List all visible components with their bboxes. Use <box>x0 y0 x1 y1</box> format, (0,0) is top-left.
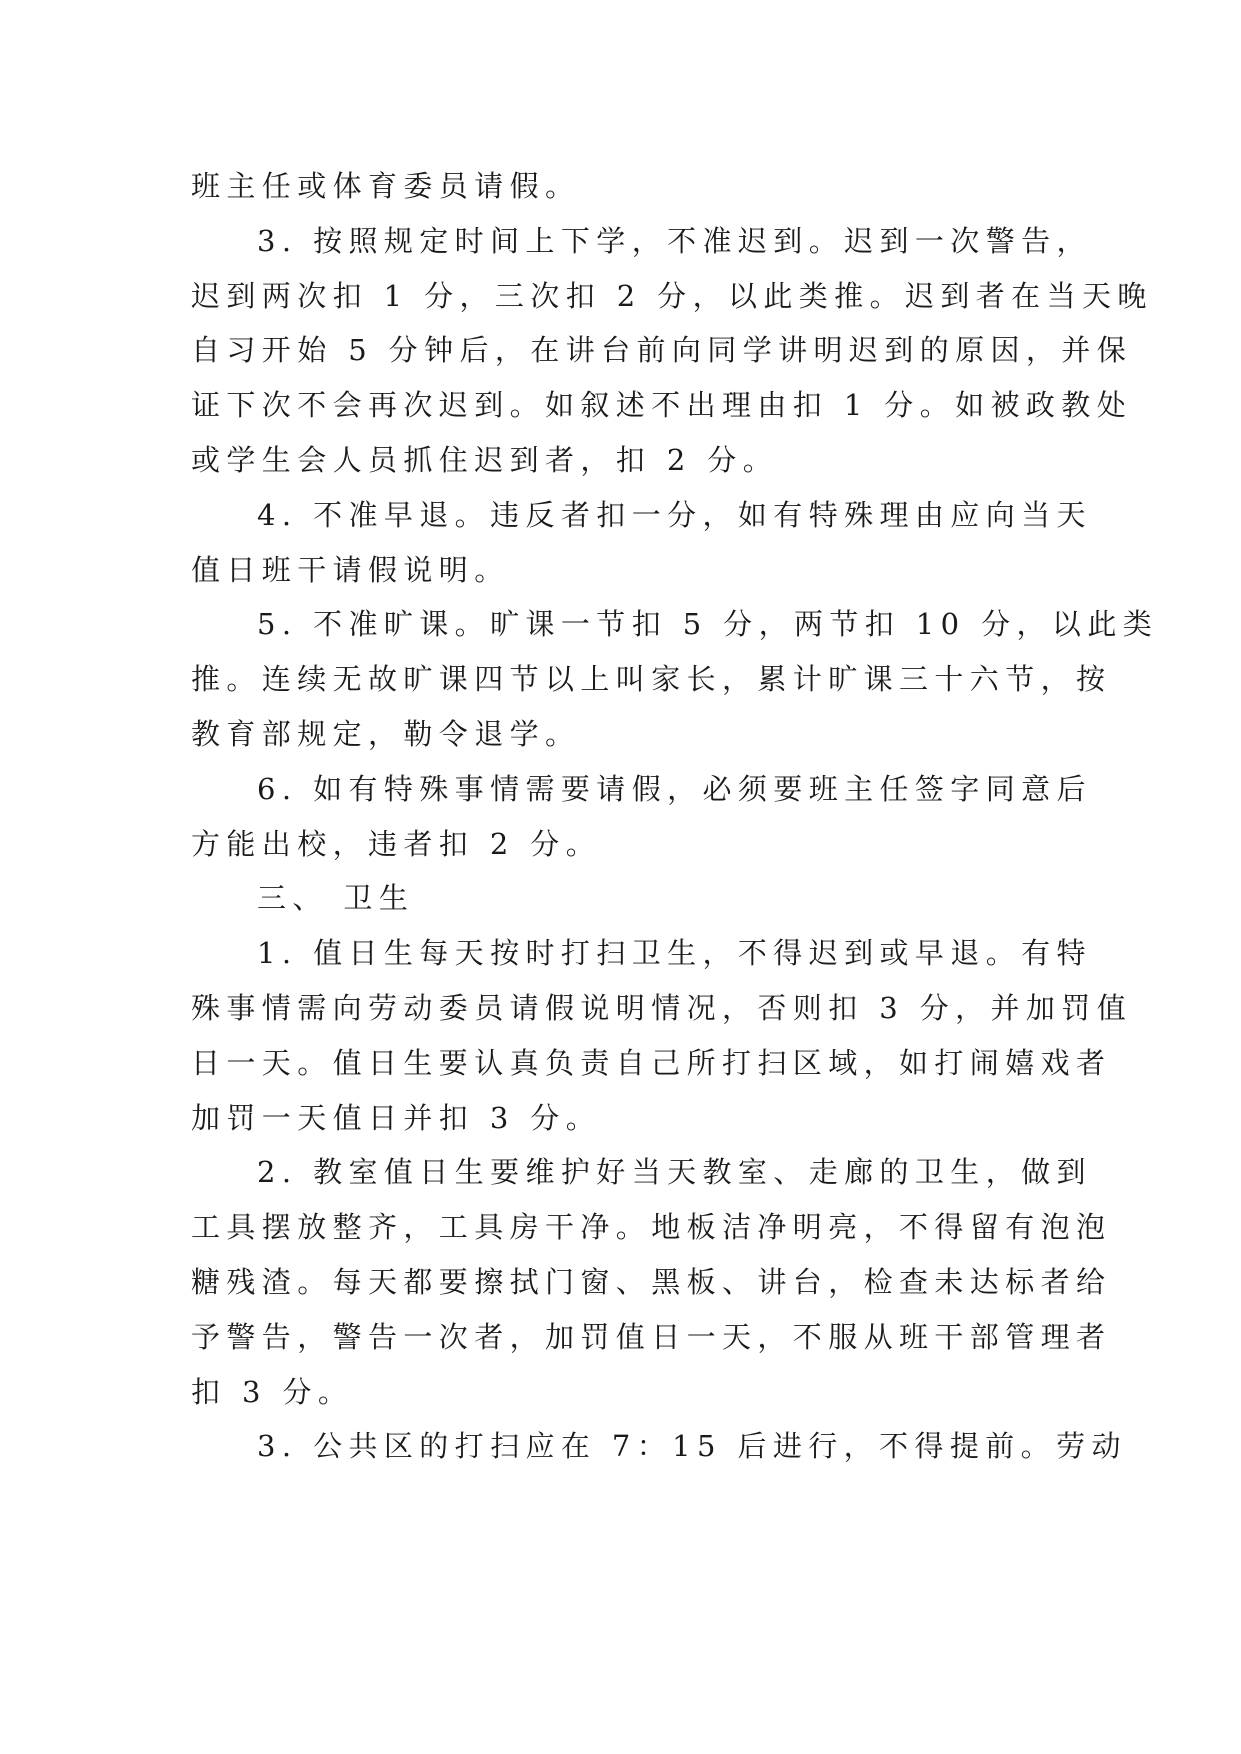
text-line: 3. 公共区的打扫应在 7：15 后进行，不得提前。劳动 <box>257 1429 1127 1464</box>
text-line: 班主任或体育委员请假。 <box>191 169 581 203</box>
text-line: 推。连续无故旷课四节以上叫家长，累计旷课三十六节，按 <box>191 662 1112 697</box>
text-line: 自习开始 5 分钟后，在讲台前向同学讲明迟到的原因，并保 <box>191 333 1133 368</box>
text-line: 殊事情需向劳动委员请假说明情况，否则扣 3 分，并加罚值 <box>191 990 1133 1025</box>
text-line: 3. 按照规定时间上下学，不准迟到。迟到一次警告， <box>257 223 1092 258</box>
text-line: 5. 不准旷课。旷课一节扣 5 分，两节扣 10 分，以此类 <box>257 607 1159 642</box>
text-line: 教育部规定，勒令退学。 <box>191 716 581 751</box>
text-line: 2. 教室值日生要维护好当天教室、走廊的卫生，做到 <box>257 1155 1092 1190</box>
section-heading: 三、 卫生 <box>257 881 415 916</box>
text-line: 6. 如有特殊事情需要请假，必须要班主任签字同意后 <box>257 771 1092 806</box>
text-line: 1. 值日生每天按时打扫卫生，不得迟到或早退。有特 <box>257 936 1092 971</box>
text-line: 扣 3 分。 <box>191 1374 354 1409</box>
text-line: 或学生会人员抓住迟到者，扣 2 分。 <box>191 442 779 477</box>
text-line: 糖残渣。每天都要擦拭门窗、黑板、讲台，检查未达标者给 <box>191 1264 1112 1299</box>
text-line: 日一天。值日生要认真负责自己所打扫区域，如打闹嬉戏者 <box>191 1045 1112 1080</box>
text-line: 迟到两次扣 1 分，三次扣 2 分，以此类推。迟到者在当天晚 <box>191 278 1153 313</box>
text-line: 值日班干请假说明。 <box>191 552 510 587</box>
text-line: 4. 不准早退。违反者扣一分，如有特殊理由应向当天 <box>257 497 1092 532</box>
text-line: 加罚一天值日并扣 3 分。 <box>191 1100 602 1135</box>
text-line: 证下次不会再次迟到。如叙述不出理由扣 1 分。如被政教处 <box>191 388 1133 423</box>
text-line: 予警告，警告一次者，加罚值日一天，不服从班干部管理者 <box>191 1319 1112 1354</box>
text-line: 工具摆放整齐，工具房干净。地板洁净明亮，不得留有泡泡 <box>191 1210 1112 1245</box>
document-body <box>191 159 1159 1474</box>
text-line: 方能出校，违者扣 2 分。 <box>191 826 602 861</box>
